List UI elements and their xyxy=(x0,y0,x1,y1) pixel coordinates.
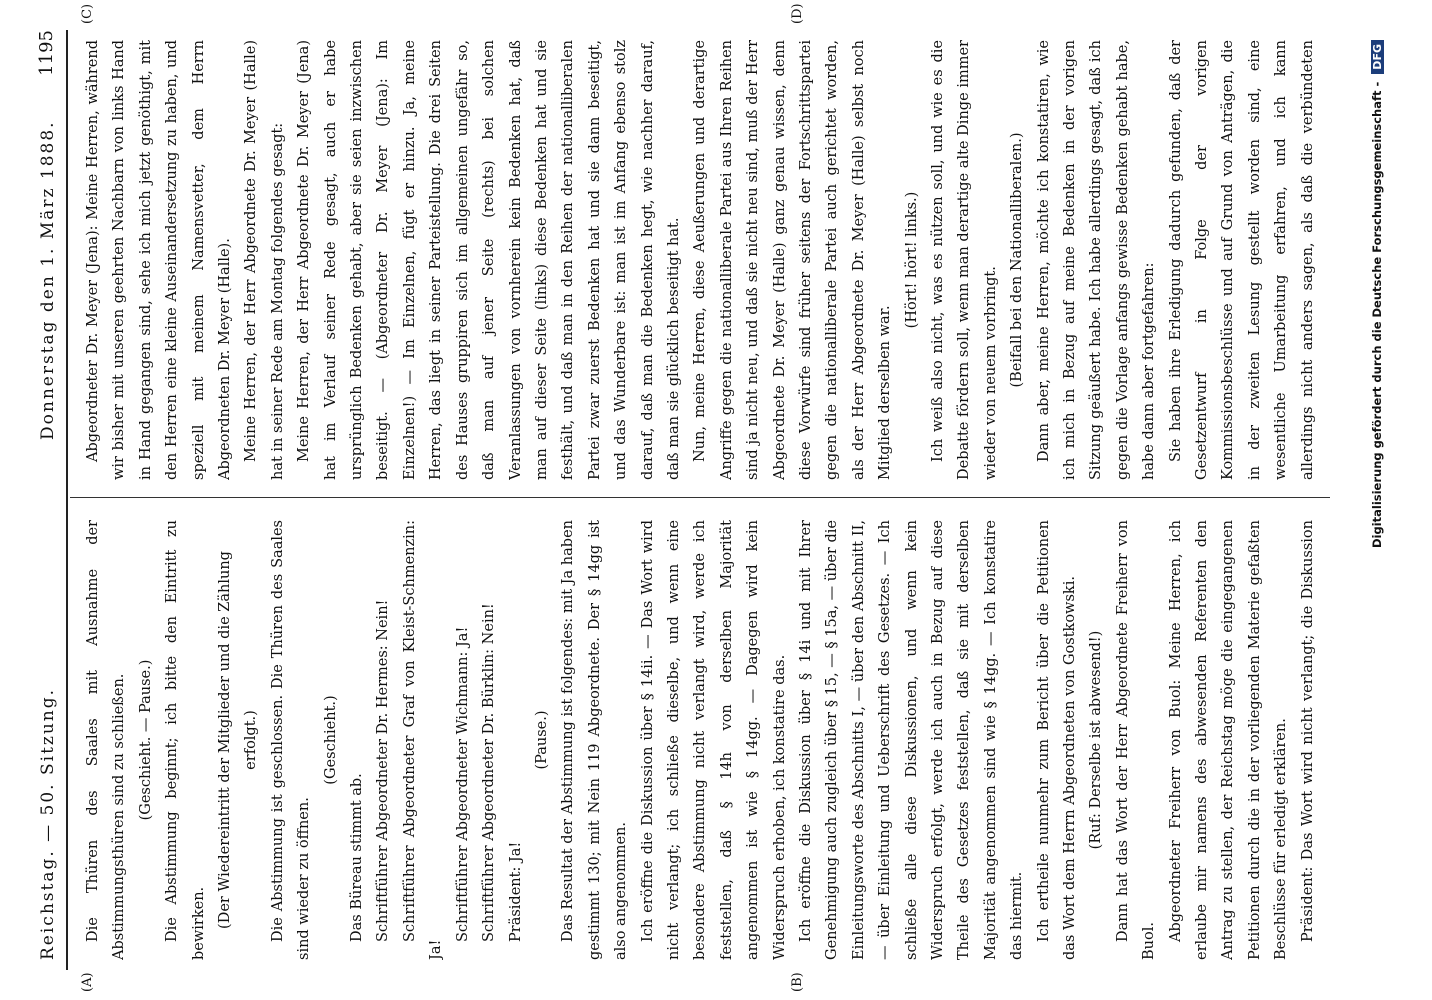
paragraph: Das Büreau stimmt ab. xyxy=(349,773,366,942)
paragraph: Meine Herren, der Herr Abgeordnete Dr. Meyer (Halle) hat in seiner Rede am Montag folgendes gesagt: xyxy=(243,40,286,480)
paragraph: (Hört! hört! links.) xyxy=(903,191,920,329)
paragraph: (Beifall bei den Nationalliberalen.) xyxy=(1009,132,1026,388)
header-rule xyxy=(66,30,68,970)
paragraph: (Pause.) xyxy=(533,710,550,770)
paragraph: Die Abstimmung ist geschlossen. Die Thüren des Saales sind wieder zu öffnen. xyxy=(269,520,313,960)
paragraph: Schriftführer Abgeordneter Dr. Hermes: Nein! xyxy=(375,599,392,942)
funding-note-text: Digitalisierung gefördert durch die Deutsche Forschungsgemeinschaft - xyxy=(1370,81,1384,549)
page-header xyxy=(0,0,95,1000)
page-number: 1195 xyxy=(36,30,57,76)
paragraph: Abgeordneter Dr. Meyer (Jena): Meine Herren, während wir bisher mit unseren geehrten Nachbarn von links Hand in Hand gegangen sind, sehe ich mich jetzt genöthigt, mit den Herren eine kleine Auseinandersetzung zu haben, und speziell mit meinem Namensvetter, dem Herrn Abgeordneten Dr. Meyer (Halle). xyxy=(85,40,234,480)
margin-marker-d: (D) xyxy=(790,3,805,24)
paragraph: Schriftführer Abgeordneter Wichmann: Ja! xyxy=(454,626,471,942)
paragraph: Präsident: Das Wort wird nicht verlangt; die Diskussion xyxy=(1299,520,1316,942)
paragraph: Ich eröffne die Diskussion über § 14ii. — Das Wort wird nicht verlangt; ich schließe dieselbe, und wenn eine besondere Abstimmung nicht verlangt wird, werde ich feststellen, daß § 14h von derselben Majorität angenommen ist wie § 14gg. — Dagegen wird kein Widerspruch erhoben, ich konstatire das. xyxy=(639,520,788,960)
paragraph: Meine Herren, der Herr Abgeordnete Dr. Meyer (Jena) hat im Verlauf seiner Rede gesagt, auch er habe ursprünglich Bedenken gehabt, aber sie seien inzwischen beseitigt. — (Abgeordneter Dr. Meyer (Jena): Im Einzelnen!) — Im Einzelnen, fügt er hinzu. Ja, meine Herren, das liegt in seiner Parteistellung. Die drei Seiten des Hauses gruppiren sich im allgemeinen ungefähr so, daß man auf jener Seite (rechts) bei solchen Veranlassungen von vornherein kein Bedenken hat, daß man auf dieser Seite (links) diese Bedenken hat und sie festhält, und daß man in den Reihen der nationalliberalen Partei zwar zuerst Bedenken hat und sie dann beseitigt, und das Wunderbare ist: man ist im Anfang ebenso stolz darauf, daß man die Bedenken hegt, wie nachher darauf, daß man sie glücklich beseitigt hat. xyxy=(296,40,682,480)
paragraph: Ich weiß also nicht, was es nützen soll, und wie es die Debatte fördern soll, wenn man derartige alte Dinge immer wieder von neuem vorbringt. xyxy=(930,40,999,480)
column-divider xyxy=(70,497,1330,498)
margin-marker-c: (C) xyxy=(80,3,95,24)
funding-note xyxy=(1370,40,1384,548)
paragraph: Ich ertheile nunmehr zum Bericht über die Petitionen das Wort dem Herrn Abgeordneten von Gostkowski. xyxy=(1035,520,1079,960)
paragraph: Sie haben ihre Erledigung dadurch gefunden, daß der Gesetzentwurf in Folge der vorigen Kommissionsbeschlüsse und auf Grund von Anträgen, die in der zweiten Lesung gestellt worden sind, eine wesentliche Umarbeitung erfahren, und ich kann allerdings nicht anders sagen, als daß die verbündeten xyxy=(1167,40,1316,480)
paragraph: Schriftführer Abgeordneter Graf von Kleist-Schmenzin: Ja! xyxy=(401,520,445,960)
paragraph: Ich eröffne die Diskussion über § 14i und mit Ihrer Genehmigung auch zugleich über § 15, — § 15a, — über die Einleitungsworte des Abschnitts I, — über den Abschnitt II, — über Einleitung und Ueberschrift des Gesetzes. — Ich schließe alle diese Diskussionen, und wenn kein Widerspruch erfolgt, werde ich auch in Bezug auf diese Theile des Gesetzes feststellen, daß sie mit derselben Majorität angenommen sind wie § 14gg. — Ich konstatire das hiermit. xyxy=(797,520,1026,960)
paragraph: Das Resultat der Abstimmung ist folgendes: mit Ja haben gestimmt 130; mit Nein 119 Abgeordnete. Der § 14gg ist also angenommen. xyxy=(560,520,630,960)
header-left: Reichstag. — 50. Sitzung. xyxy=(38,687,58,960)
paragraph: Dann aber, meine Herren, möchte ich konstatiren, wie ich mich in Bezug auf meine Bedenken in der vorigen Sitzung geäußert habe. Ich habe allerdings gesagt, daß ich gegen die Vorlage anfangs gewisse Bedenken gehabt habe, habe dann aber fortgefahren: xyxy=(1035,40,1158,480)
paragraph: (Geschieht. — Pause.) xyxy=(137,659,154,821)
paragraph: (Ruf: Derselbe ist abwesend!) xyxy=(1088,630,1105,850)
paragraph: Schriftführer Abgeordneter Dr. Bürklin: Nein! xyxy=(481,603,498,942)
page-footer xyxy=(1362,0,1432,1000)
header-right: Donnerstag den 1. März 1888. xyxy=(38,120,58,440)
left-column xyxy=(80,520,1320,960)
paragraph: (Geschieht.) xyxy=(322,695,339,785)
dfg-logo: DFG xyxy=(1371,40,1384,74)
paragraph: Abgeordneter Freiherr von Buol: Meine Herren, ich erlaube mir namens des abwesenden Referenten den Antrag zu stellen, der Reichstag möge die eingegangenen Petitionen durch die in der vorliegenden Materie gefaßten Beschlüsse für erledigt erklären. xyxy=(1167,520,1290,960)
right-column xyxy=(80,40,1320,480)
margin-marker-a: (A) xyxy=(80,972,95,992)
paragraph: Die Abstimmung beginnt; ich bitte den Eintritt zu bewirken. xyxy=(164,520,207,960)
paragraph: Dann hat das Wort der Herr Abgeordnete Freiherr von Buol. xyxy=(1114,520,1158,960)
margin-marker-b: (B) xyxy=(790,972,805,992)
paragraph: Präsident: Ja! xyxy=(507,841,524,942)
paragraph: Nun, meine Herren, diese Aeußerungen und derartige Angriffe gegen die nationalliberale Partei aus Ihren Reihen sind ja nicht neu, und daß sie nicht neu sind, muß der Herr Abgeordnete Dr. Meyer (Halle) ganz genau wissen, denn diese Vorwürfe sind früher seitens der Fortschrittspartei gegen die nationalliberale Partei auch gerichtet worden, als der Herr Abgeordnete Dr. Meyer (Halle) selbst noch Mitglied derselben war. xyxy=(692,40,894,480)
paragraph: (Der Wiedereintritt der Mitglieder und die Zählung erfolgt.) xyxy=(217,551,260,929)
paragraph: Die Thüren des Saales mit Ausnahme der Abstimmungsthüren sind zu schließen. xyxy=(85,520,128,960)
